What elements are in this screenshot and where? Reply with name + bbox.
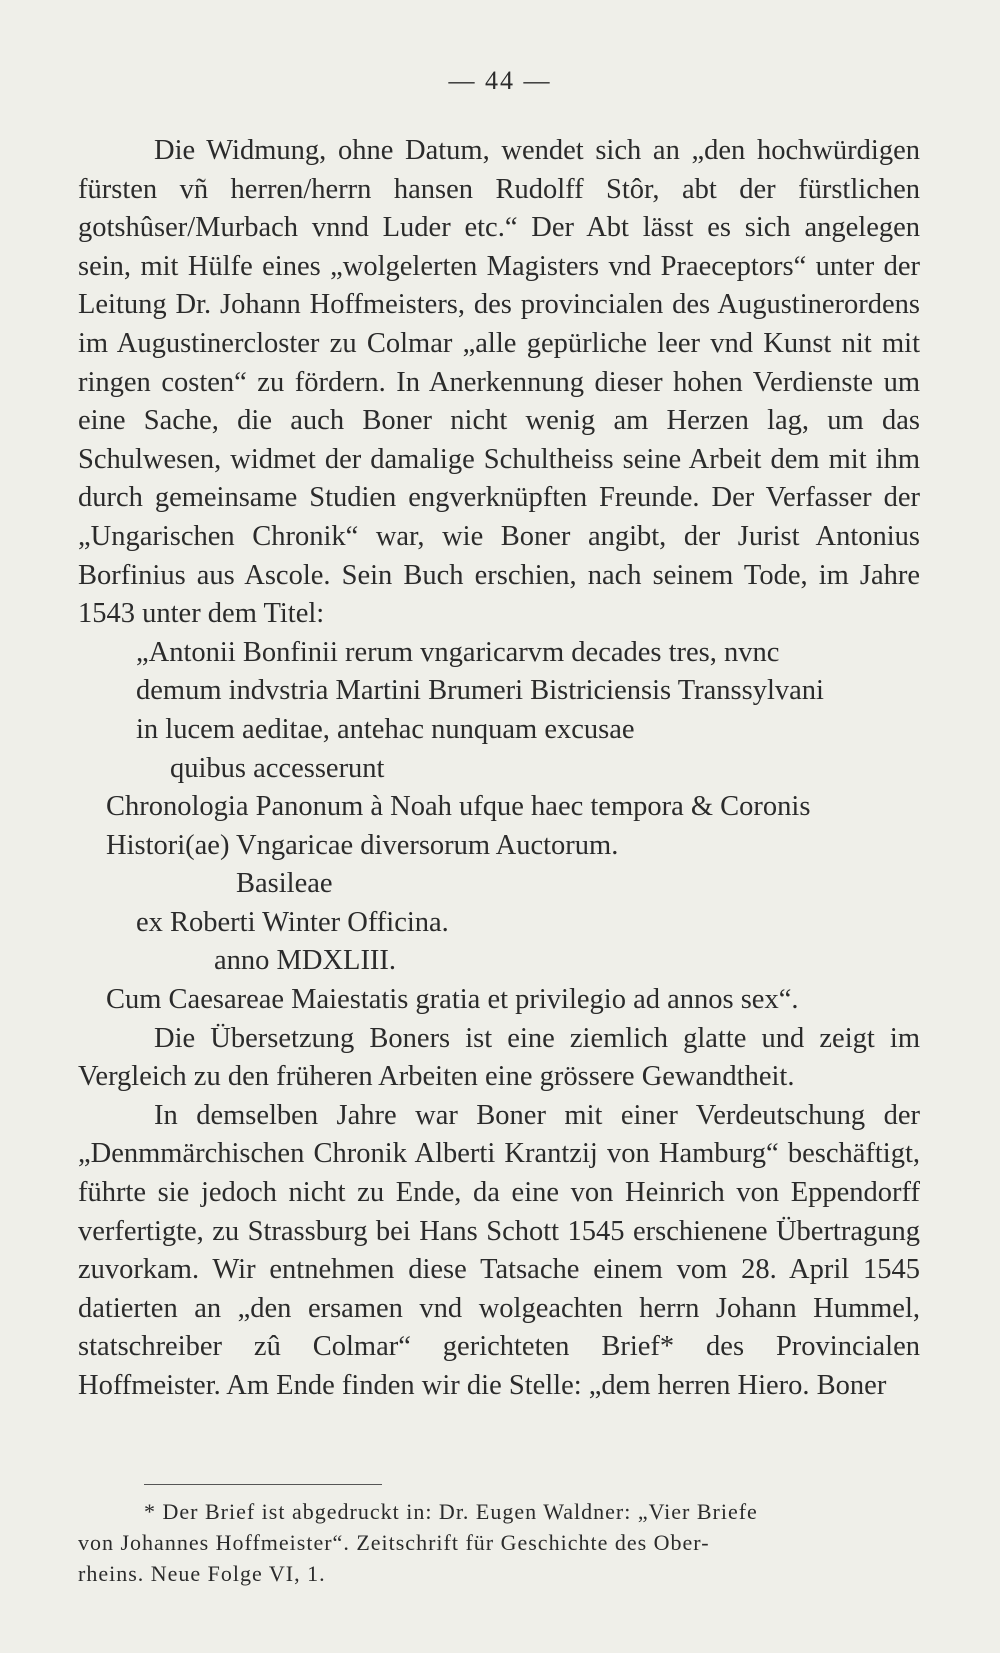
title-line: „Antonii Bonfinii rerum vngaricarvm decades tres, nvnc bbox=[136, 636, 780, 668]
paragraph-translation: Die Übersetzung Boners ist eine ziemlich glatte und zeigt im Vergleich zu den früheren Arbeiten eine grössere Gewandtheit. bbox=[78, 1022, 920, 1093]
title-line: anno MDXLIII. bbox=[214, 945, 397, 977]
footnote-divider bbox=[144, 1484, 382, 1485]
title-line: Histori(ae) Vngaricae diversorum Auctorum. bbox=[106, 829, 619, 861]
footnote-line: rheins. Neue Folge VI, 1. bbox=[78, 1561, 326, 1586]
paragraph-dedication: Die Widmung, ohne Datum, wendet sich an „den hochwürdigen fürsten vñ herren/herrn hansen Rudolff Stôr, abt der fürstlichen gotshûser/Murbach vnnd Luder etc.“ Der Abt lässt es sich angelegen sein, mit Hülfe eines „wolgelerten Magisters vnd Praeceptors“ unter der Leitung Dr. Johann Hoffmeisters, des provincialen des Augustinerordens im Augustinercloster zu Colmar „alle gepürliche leer vnd Kunst nit mit ringen costen“ zu fördern. In Anerkennung dieser hohen Verdienste um eine Sache, die auch Boner nicht wenig am Herzen lag, um das Schulwesen, widmet der damalige Schultheiss seine Arbeit dem mit ihm durch gemeinsame Studien engverknüpften Freunde. Der Verfasser der „Ungarischen Chronik“ war, wie Boner angibt, der Jurist Antonius Borfinius aus Ascole. Sein Buch erschien, nach seinem Tode, im Jahre 1543 unter dem Titel: bbox=[78, 135, 920, 630]
title-line: Basileae bbox=[236, 868, 333, 900]
title-line: Chronologia Panonum à Noah ufque haec tempora & Coronis bbox=[106, 791, 811, 823]
footnote-line: * Der Brief ist abgedruckt in: Dr. Eugen Waldner: „Vier Briefe bbox=[144, 1499, 758, 1524]
footnote-line: von Johannes Hoffmeister“. Zeitschrift für Geschichte des Ober- bbox=[78, 1530, 710, 1555]
title-line: in lucem aeditae, antehac nunquam excusae bbox=[136, 713, 635, 745]
main-text bbox=[78, 132, 920, 1406]
paragraph-chronicle: In demselben Jahre war Boner mit einer Verdeutschung der „Denmmärchischen Chronik Alberti Krantzij von Hamburg“ beschäftigt, führte sie jedoch nicht zu Ende, da eine von Heinrich von Eppendorff verfertigte, zu Strassburg bei Hans Schott 1545 erschienene Übertragung zuvorkam. Wir entnehmen diese Tatsache einem vom 28. April 1545 datierten an „den ersamen vnd wolgeachten herrn Johann Hummel, statschreiber zû Colmar“ gerichteten Brief* des Provincialen Hoffmeister. Am Ende finden wir die Stelle: „dem herren Hiero. Boner bbox=[78, 1099, 920, 1401]
title-line: quibus accesserunt bbox=[170, 752, 385, 784]
title-line: Cum Caesareae Maiestatis gratia et privilegio ad annos sex“. bbox=[106, 984, 799, 1016]
book-title-block bbox=[78, 634, 920, 1020]
title-line: ex Roberti Winter Officina. bbox=[136, 906, 449, 938]
page-number: — 44 — bbox=[448, 66, 552, 95]
footnote bbox=[78, 1496, 920, 1589]
title-line: demum indvstria Martini Brumeri Bistriciensis Transsylvani bbox=[136, 675, 824, 707]
